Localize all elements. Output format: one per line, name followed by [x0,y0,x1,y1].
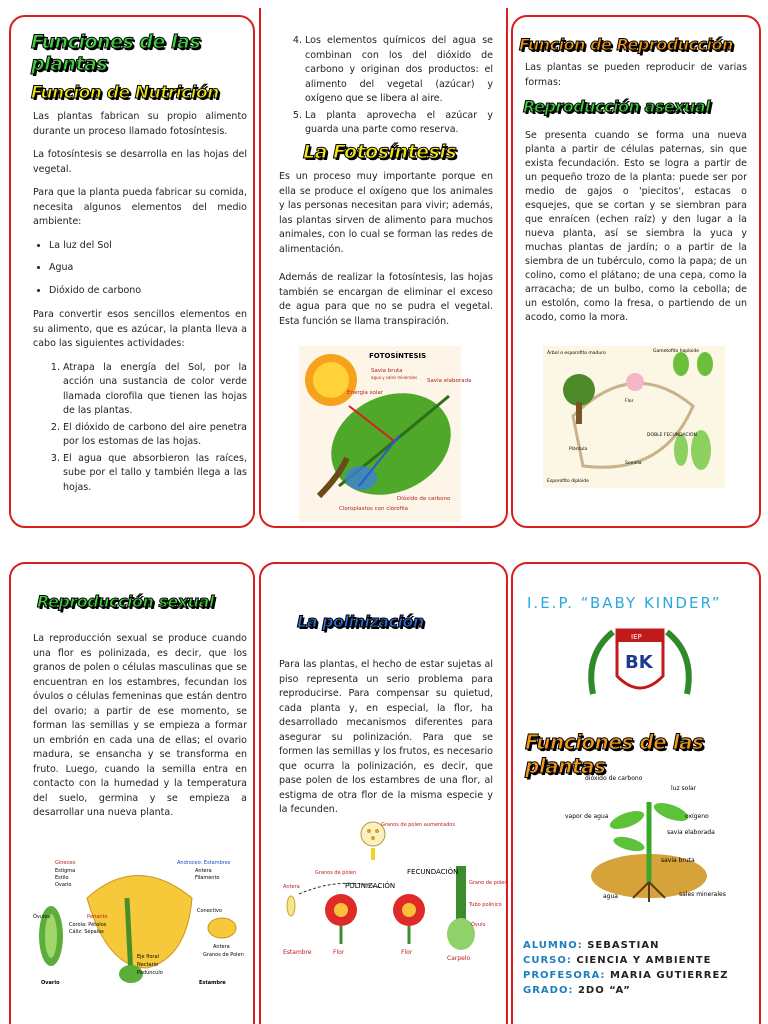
diagram-label: sales minerales [679,891,726,898]
diagram-label: POLINIZACIÓN [345,882,396,890]
diagram-label: Esporofito diploide [547,479,589,484]
panel-fotosintesis [259,8,508,528]
diagram-label: Corola: Pétalos [69,922,107,928]
diagram-label: Dióxido de carbono [397,496,451,502]
diagram-label: Gineceo [55,860,76,866]
panel1-title: Funciones de las plantas [31,31,201,75]
diagram-label: DOBLE FECUNDACIÓN [647,433,697,438]
paragraph: Es un proceso muy importante porque en ella se produce el oxígeno que los animales y las personas necesitan para vivir; además, las plantas sirven de alimento para muchos animales, con lo cual se forman las redes de alimentación. [279,171,493,255]
diagram-label: Estambre [199,980,226,986]
diagram-label: luz solar [671,785,697,792]
paragraph: Las plantas fabrican su propio alimento durante un proceso llamado fotosíntesis. [33,111,247,137]
paragraph: Para convertir esos sencillos elementos en su alimento, que es azúcar, la planta lleva a cabo las siguientes actividades: [33,309,247,349]
diagram-label: Flor [401,949,413,956]
diagram-label: Savia bruta [371,368,403,374]
panel3-intro: Las plantas se pueden reproducir de varias formas: [525,62,747,88]
diagram-label: Savia elaborada [427,378,472,384]
diagram-label: Ovario [55,882,72,888]
teacher-value: MARIA GUTIERREZ [610,970,729,981]
flower-icon [393,894,425,944]
list-item: • La luz del Sol [49,239,247,254]
diagram-label: vapor de agua [565,813,609,820]
panel2-body [279,170,493,338]
diagram-label: savia elaborada [667,829,715,836]
steps-list-cont [275,34,493,138]
flower-parts-diagram [27,858,249,990]
diagram-label: Granos de polen aumentados [381,822,455,828]
diagram-label: Gametofito haploide [653,349,700,354]
diagram-label: Plántula [569,447,588,452]
diagram-label: Antera [213,944,230,950]
diagram-label: Ovario [41,980,60,986]
panel3-body: Se presenta cuando se forma una nueva planta a partir de células paternas, sin que exista fecundación. Esto se logra a partir de un pequeño trozo de la planta: puede ser por medio de gajos o 'piecitos', estacas o esquejes, que se cortan y se siembran para que enraícen (echen raíz) y den lugar a la nueva planta, así se siembra la yuca y muchas plantas de jardín; o a partir de la siembra de un tubérculo, como la papa; de un colino, como el plátano; de una cepa, como la arracacha; de un bulbo, como la cebolla; de un estolón, como la fresa, o partiendo de un acodo, como la mora. [525,130,747,323]
logo-text: BK [625,652,653,673]
diagram-label: agua [603,893,618,900]
student-row [523,938,729,953]
student-info [523,938,729,998]
diagram-label: Conectivo [197,908,222,914]
diagram-title: FOTOSÍNTESIS [369,352,427,360]
diagram-label: Semilla [625,461,642,466]
diagram-label: savia bruta [661,857,695,864]
paragraph: Para que la planta pueda fabricar su comida, necesita algunos elementos del medio ambiente: [33,187,247,227]
diagram-label: Antera [195,868,212,874]
diagram-label: dióxido de carbono [585,775,643,782]
plant-lifecycle-diagram [543,346,725,488]
panel5-body: Para las plantas, el hecho de estar sujetas al piso representa un serio problema para reproducirse. Para compensar su quietud, cada planta y, en especial, la flor, ha desarrollado mecanismos diferentes para asegurar su polinización. Para que se formen las semillas y los frutos, es necesario que ocurra la polinización, es decir, que pase polen de los estambres de una flor, al estigma de otra flor de la misma especie y la fecunden. [279,659,493,815]
diagram-label: Grano de polen [469,880,508,886]
diagram-label: Estigma [55,868,76,874]
steps-list [33,361,247,496]
diagram-label: Eje floral [137,954,159,960]
diagram-label: Nectario [137,962,159,968]
panel-polinizacion [259,562,508,1024]
school-logo [583,624,697,710]
panel3-title: Funcion de Reproducción [519,35,733,54]
diagram-label: oxígeno [685,813,709,820]
photosynthesis-diagram [299,346,472,522]
school-name: I.E.P. “BABY KINDER” [527,594,722,612]
diagram-label: Óvulos [33,914,51,920]
paragraph: La fotosíntesis se desarrolla en las hojas del vegetal. [33,149,247,175]
grade-label: GRADO: [523,985,574,996]
list-item: 2. El dióxido de carbono del aire penetra por los estomas de las hojas. [63,421,247,450]
diagram-label: Árbol o esporofito maduro [547,351,606,356]
diagram-label: Flor [333,949,345,956]
elements-list [33,239,247,299]
panel2-steps [275,34,493,140]
panel-nutricion [9,15,255,528]
diagram-label: Cloroplastos con clorofila [339,506,409,512]
list-item: • Agua [49,261,247,276]
diagram-label: Antera [283,884,300,890]
diagram-label: FECUNDACIÓN [407,868,459,876]
logo-band: IEP [631,633,642,641]
diagram-label: Carpelo [447,955,471,962]
panel1-body [33,110,247,497]
diagram-label: Perianto [87,914,108,920]
course-row [523,953,729,968]
diagram-label: Granos de polen [315,870,357,876]
list-item: 3. El agua que absorbieron las raíces, sube por el tallo y también llega a las hojas. [63,452,247,496]
panel3-subtitle: Reproducción asexual [523,97,711,116]
grade-row [523,983,729,998]
student-label: ALUMNO: [523,940,583,951]
list-item: 5. La planta aprovecha el azúcar y guarda una parte como reserva. [305,109,493,138]
panel-reproduccion [511,15,761,528]
course-value: CIENCIA Y AMBIENTE [576,955,712,966]
diagram-label: Óvulo [471,922,486,928]
diagram-label: Cáliz: Sépalos [69,929,104,935]
student-value: SEBASTIAN [587,940,660,951]
panel1-subtitle: Funcion de Nutrición [31,83,219,103]
diagram-label: Flor [625,399,634,404]
panel6-title: Funciones de las plantas [525,730,704,778]
diagram-label: Tubo polínico [469,902,502,908]
diagram-label: Androceo: Estambres [177,860,231,866]
panel4-body: La reproducción sexual se produce cuando una flor es polinizada, es decir, que los granos de polen o células masculinas que se encuentran en los estambres, fecundan los óvulos o células femeninas que están dentro del ovario; a partir de ese momento, se forman las semillas y se empieza a formar un embrión en cada una de ellas; el ovario madura, se ensancha y se transforma en fruto. Luego, cuando la semilla entra en contacto con la humedad y la temperatura del suelo, germina y se empieza a desarrollar una nueva planta. [33,633,247,818]
diagram-label: Filamento [195,875,220,881]
panel2-title: La Fotosíntesis [303,141,457,163]
diagram-label: Pedúnculo [137,970,163,976]
diagram-label: Granos de Polen [203,952,244,958]
teacher-row [523,968,729,983]
grade-value: 2DO “A” [577,985,631,996]
course-label: CURSO: [523,955,572,966]
teacher-label: PROFESORA: [523,970,606,981]
list-item: • Dióxido de carbono [49,284,247,299]
paragraph: Además de realizar la fotosíntesis, las hojas también se encargan de eliminar el exceso de agua para que no se pudra el vegetal. Esta función se llama transpiración. [279,272,493,327]
diagram-label: Energía solar [347,390,384,396]
flower-icon [325,894,357,944]
panel-portada [511,562,761,1024]
diagram-label: Estambre [283,949,312,956]
diagram-label: agua y sales minerales [371,375,418,380]
pollination-diagram [281,816,508,964]
list-item: 1. Atrapa la energía del Sol, por la acción una sustancia de color verde llamada clorofila que tienen las hojas de las plantas. [63,361,247,419]
diagram-label: Estilo [55,875,69,881]
panel5-title: La polinización [297,612,424,631]
list-item: 4. Los elementos químicos del agua se combinan con los del dióxido de carbono y originan dos productos: el alimento del vegetal (azúcar) y oxígeno que se libera al aire. [305,34,493,107]
panel4-title: Reproducción sexual [37,592,214,611]
plant-functions-diagram [563,772,733,904]
panel-reproduccion-sexual [9,562,255,1024]
